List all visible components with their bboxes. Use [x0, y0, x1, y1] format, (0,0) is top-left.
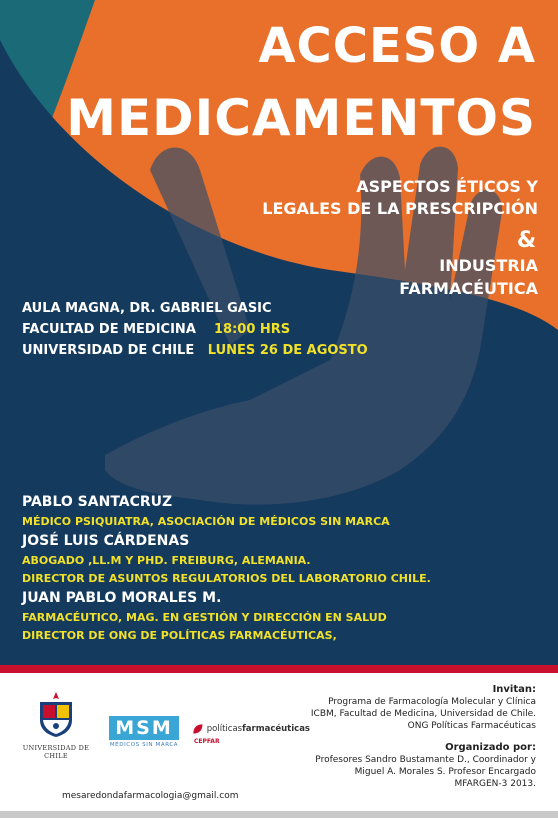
subtitle-line-2: LEGALES DE LA PRESCRIPCIÓN — [262, 199, 538, 218]
pf-subtitle: CEPFAR — [194, 738, 220, 745]
ampersand: & — [516, 228, 536, 253]
venue-time: 18:00 HRS — [213, 322, 291, 337]
venue-university: UNIVERSIDAD DE CHILE — [22, 343, 195, 358]
venue-date: LUNES 26 DE AGOSTO — [207, 343, 368, 358]
invitan-heading: Invitan: — [492, 684, 536, 695]
speaker-1-role: MÉDICO PSIQUIATRA, ASOCIACIÓN DE MÉDICOS SIN MARCA — [22, 515, 390, 528]
venue-line-1: AULA MAGNA, DR. GABRIEL GASIC — [22, 301, 272, 316]
msm-wordmark — [106, 716, 182, 740]
red-divider — [0, 665, 558, 673]
msm-logo — [106, 716, 182, 748]
contact-email[interactable]: mesaredondafarmacologia@gmail.com — [62, 791, 239, 801]
organizado-line-1: Profesores Sandro Bustamante D., Coordinador y — [315, 755, 536, 765]
subtitle — [262, 176, 538, 220]
speakers-list — [22, 492, 431, 645]
venue-faculty: FACULTAD DE MEDICINA — [22, 322, 196, 337]
pf-bold: farmacéuticas — [242, 724, 310, 734]
pf-leaf-icon — [192, 720, 204, 738]
venue-line-3-row — [22, 340, 368, 361]
subtitle-line-4: FARMACÉUTICA — [399, 279, 538, 298]
speaker-3-name: JUAN PABLO MORALES M. — [22, 590, 222, 606]
subtitle-industry — [399, 254, 538, 300]
credits-block — [311, 683, 536, 790]
msm-subtitle: MÉDICOS SIN MARCA — [109, 742, 179, 748]
subtitle-line-1: ASPECTOS ÉTICOS Y — [356, 177, 538, 196]
uchile-crest-icon — [36, 690, 76, 738]
invitan-line-2: ICBM, Facultad de Medicina, Universidad de Chile. — [310, 709, 536, 719]
uchile-logo — [16, 690, 96, 760]
speaker-3-role-1: FARMACÉUTICO, MAG. EN GESTIÓN Y DIRECCIÓN EN SALUD — [22, 611, 387, 624]
speaker-2-role-2: DIRECTOR DE ASUNTOS REGULATORIOS DEL LABORATORIO CHILE. — [22, 572, 431, 585]
politicas-farmaceuticas-logo — [192, 720, 310, 745]
invitan-line-1: Programa de Farmacología Molecular y Clínica — [328, 697, 536, 707]
subtitle-line-3: INDUSTRIA — [439, 256, 538, 275]
speaker-3-role-2: DIRECTOR DE ONG DE POLÍTICAS FARMACÉUTICAS, — [22, 629, 337, 642]
venue-info — [22, 298, 368, 361]
organizado-heading: Organizado por: — [445, 742, 536, 753]
bottom-bar — [0, 811, 558, 818]
msm-text: MSM — [109, 716, 179, 740]
organizado-line-3: MFARGEN-3 2013. — [454, 779, 536, 789]
pf-wordmark — [207, 724, 310, 734]
uchile-label: UNIVERSIDAD DE CHILE — [22, 744, 90, 760]
title-line-2: MEDICAMENTOS — [66, 89, 536, 147]
venue-line-2-row — [22, 319, 368, 340]
title-line-1: ACCESO A — [258, 18, 536, 74]
speaker-2-role-1: ABOGADO ,LL.M Y PHD. FREIBURG, ALEMANIA. — [22, 554, 311, 567]
invitan-line-3: ONG Políticas Farmacéuticas — [407, 721, 536, 731]
speaker-1-name: PABLO SANTACRUZ — [22, 494, 173, 510]
pf-prefix: políticas — [206, 724, 243, 734]
speaker-2-name: JOSÉ LUIS CÁRDENAS — [22, 533, 190, 549]
organizado-line-2: Miguel A. Morales S. Profesor Encargado — [354, 767, 536, 777]
